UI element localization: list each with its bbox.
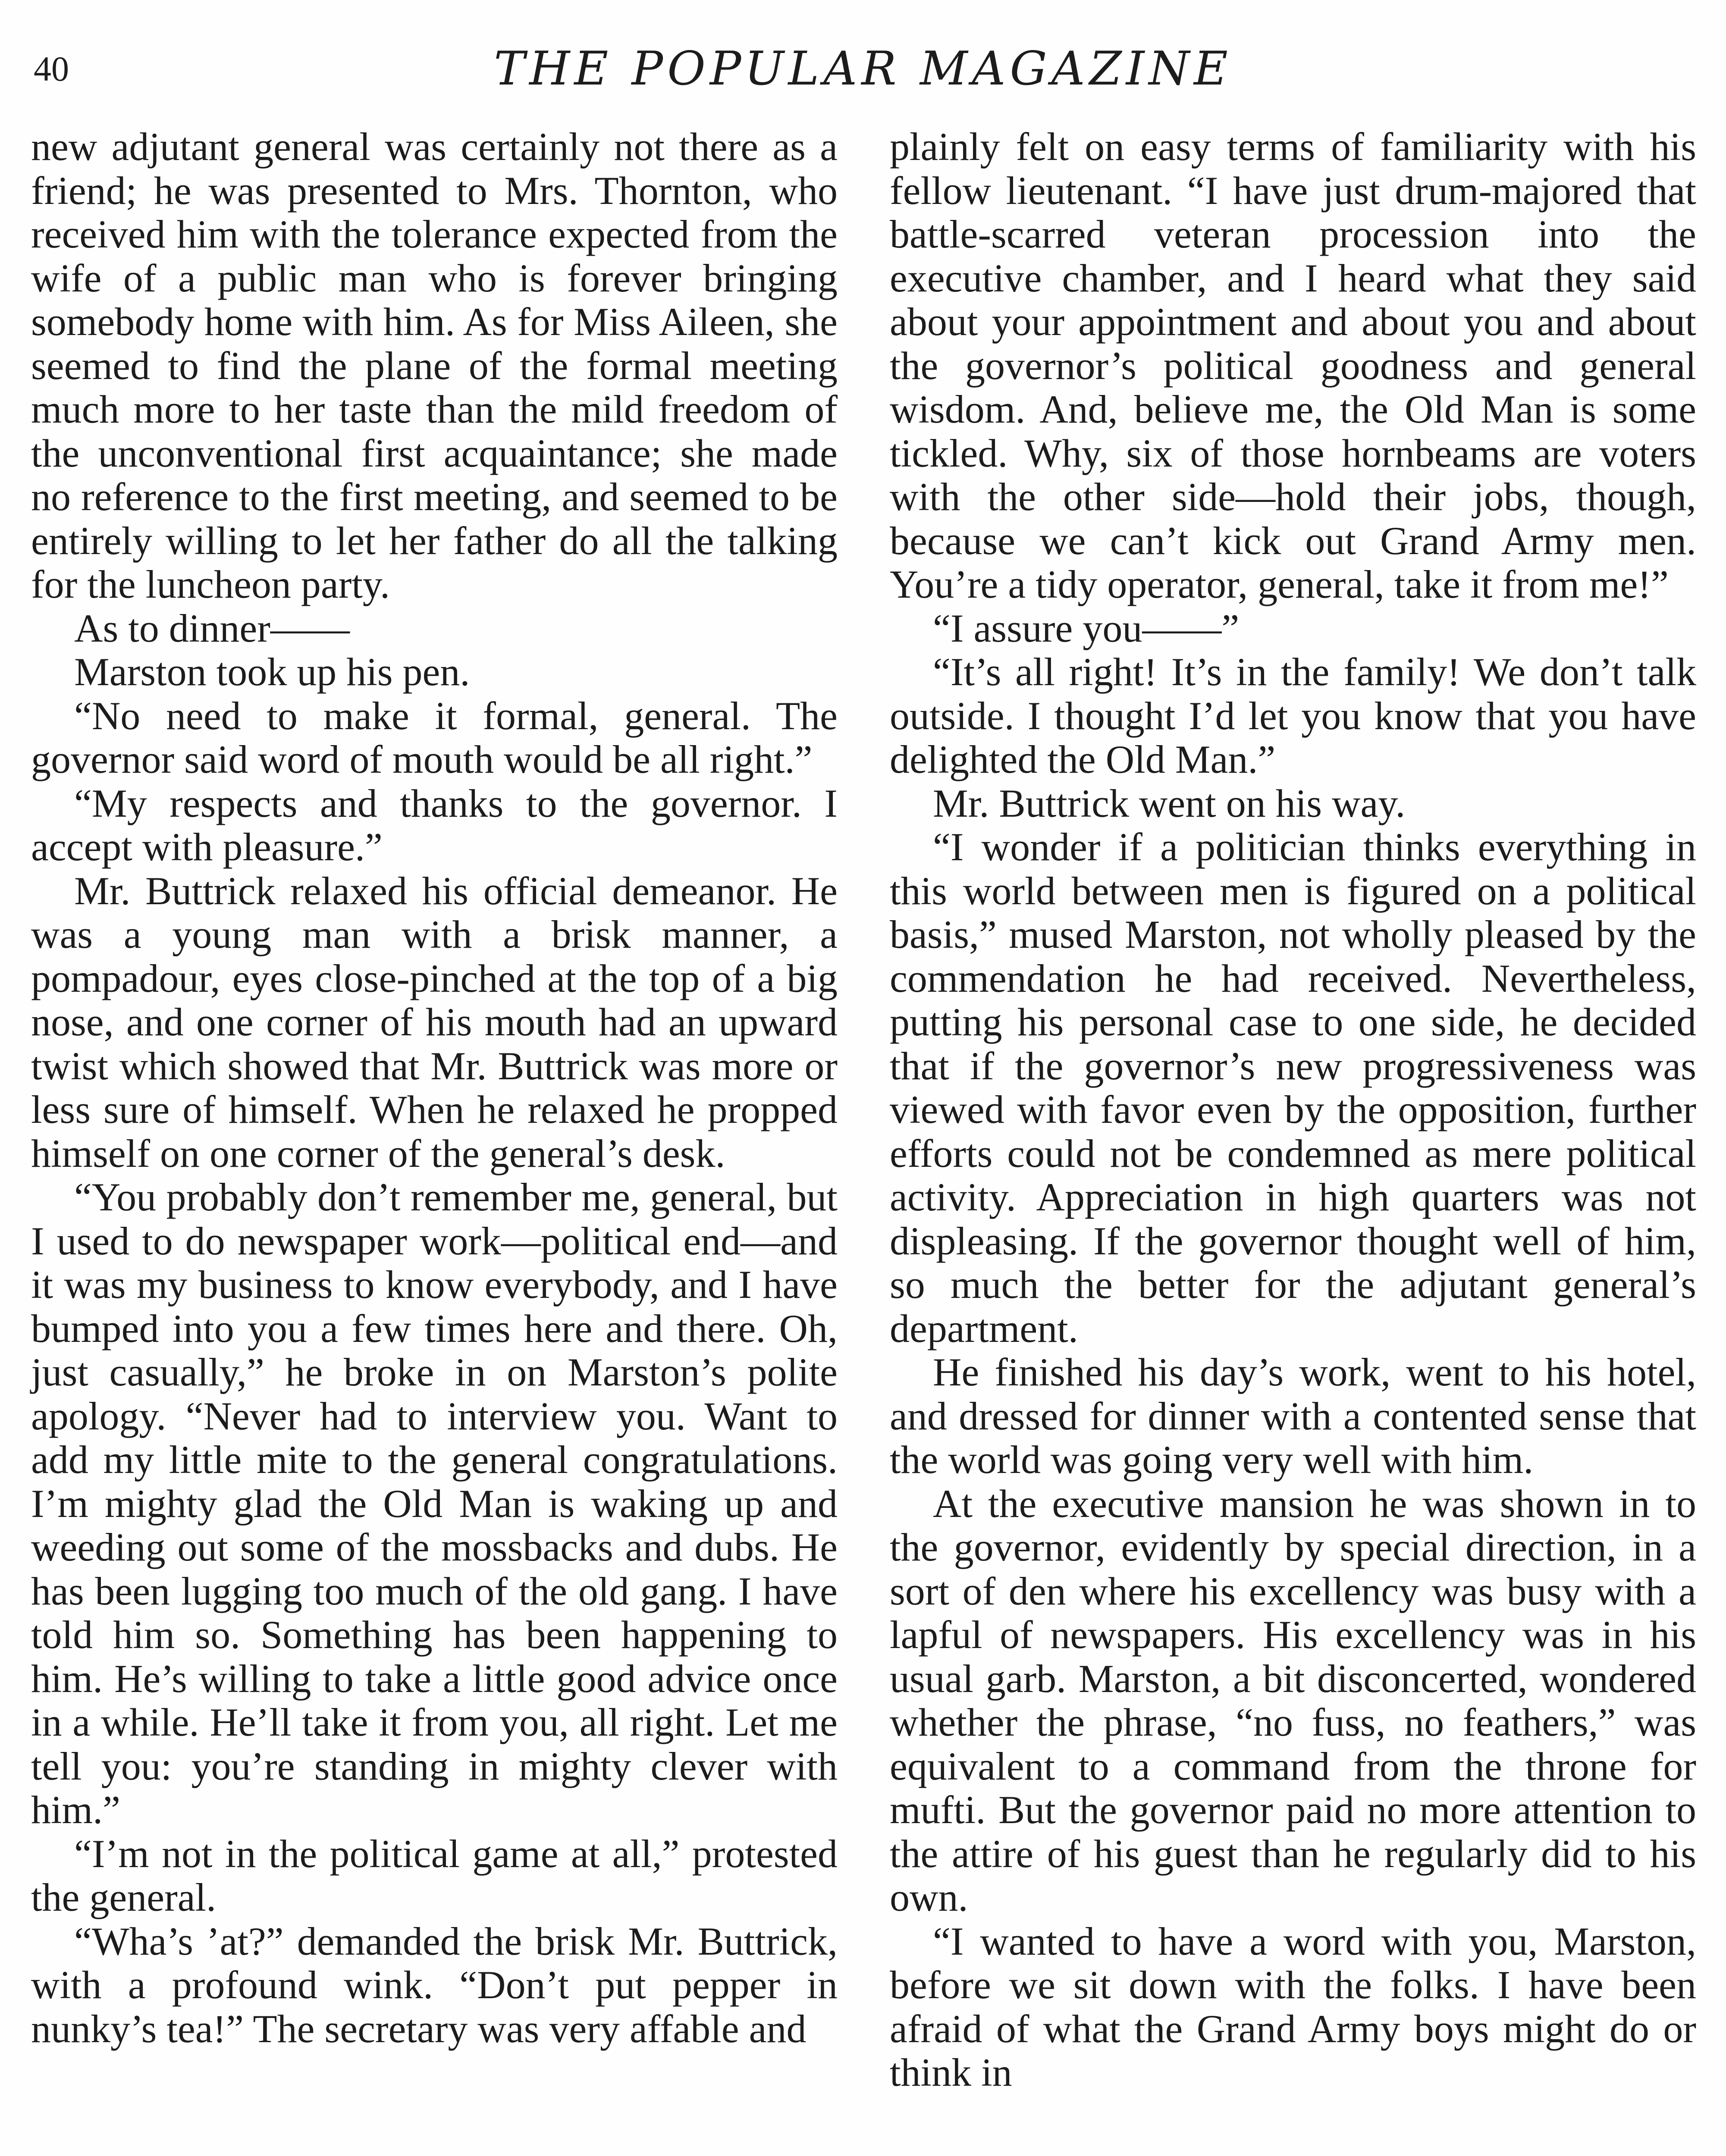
page-header (26, 37, 1700, 101)
paragraph: “No need to make it formal, general. The governor said word of mouth would be all right.” (31, 693, 838, 781)
page-number: 40 (34, 49, 69, 88)
paragraph: “Wha’s ’at?” demanded the brisk Mr. Buttrick, with a profound wink. “Don’t put pepper in nunky’s tea!” The secretary was very affable and (31, 1919, 838, 2051)
right-column (890, 125, 1696, 2095)
paragraph: “I wonder if a politician thinks everything in this world between men is figured on a political basis,” mused Marston, not wholly pleased by the commendation he had received. Nevertheless, putting his personal case to one side, he decided that if the governor’s new progressiveness was viewed with favor even by the opposition, further efforts could not be condemned as mere political activity. Appreciation in high quarters was not displeasing. If the governor thought well of him, so much the better for the adjutant general’s department. (890, 825, 1696, 1351)
magazine-title: THE POPULAR MAGAZINE (494, 42, 1232, 96)
paragraph: At the executive mansion he was shown in to the governor, evidently by special direction, in a sort of den where his excellency was busy with a lapful of newspapers. His excellency was in his usual garb. Marston, a bit disconcerted, wondered whether the phrase, “no fuss, no feathers,” was equivalent to a command from the throne for mufti. But the governor paid no more attention to the attire of his guest than he regularly did to his own. (890, 1481, 1696, 1919)
paragraph: “It’s all right! It’s in the family! We don’t talk outside. I thought I’d let you know that you have delighted the Old Man.” (890, 650, 1696, 781)
left-column (31, 125, 838, 2051)
paragraph: “I wanted to have a word with you, Marston, before we sit down with the folks. I have been afraid of what the Grand Army boys might do or think in (890, 1919, 1696, 2094)
paragraph: He finished his day’s work, went to his hotel, and dressed for dinner with a contented sense that the world was going very well with him. (890, 1350, 1696, 1482)
paragraph: Mr. Buttrick went on his way. (933, 781, 1406, 825)
paragraph: Marston took up his pen. (74, 650, 470, 694)
paragraph: “I assure you——” (933, 606, 1240, 650)
paragraph: “My respects and thanks to the governor. I accept with pleasure.” (31, 781, 838, 869)
paragraph: Mr. Buttrick relaxed his official demeanor. He was a young man with a brisk manner, a pompadour, eyes close-pinched at the top of a big nose, and one corner of his mouth had an upward twist which showed that Mr. Buttrick was more or less sure of himself. When he relaxed he propped himself on one corner of the general’s desk. (31, 868, 838, 1175)
paragraph: new adjutant general was certainly not there as a friend; he was presented to Mrs. Thornton, who received him with the tolerance expected from the wife of a public man who is forever bringing somebody home with him. As for Miss Aileen, she seemed to find the plane of the formal meeting much more to her taste than the mild freedom of the unconventional first acquaintance; she made no reference to the first meeting, and seemed to be entirely willing to let her father do all the talking for the luncheon party. (31, 125, 838, 606)
paragraph: As to dinner—— (74, 606, 350, 650)
paragraph: “You probably don’t remember me, general, but I used to do newspaper work—political end—and it was my business to know everybody, and I have bumped into you a few times here and there. Oh, just casually,” he broke in on Marston’s polite apology. “Never had to interview you. Want to add my little mite to the general congratulations. I’m mighty glad the Old Man is waking up and weeding out some of the mossbacks and dubs. He has been lugging too much of the old gang. I have told him so. Something has been happening to him. He’s willing to take a little good advice once in a while. He’ll take it from you, all right. Let me tell you: you’re standing in mighty clever with him.” (31, 1175, 838, 1832)
paragraph: plainly felt on easy terms of familiarity with his fellow lieutenant. “I have just drum-majored that battle-scarred veteran procession into the executive chamber, and I heard what they said about your appointment and about you and about the governor’s political goodness and general wisdom. And, believe me, the Old Man is some tickled. Why, six of those hornbeams are voters with the other side—hold their jobs, though, because we can’t kick out Grand Army men. You’re a tidy operator, general, take it from me!” (890, 125, 1696, 606)
paragraph: “I’m not in the political game at all,” protested the general. (31, 1831, 838, 1919)
